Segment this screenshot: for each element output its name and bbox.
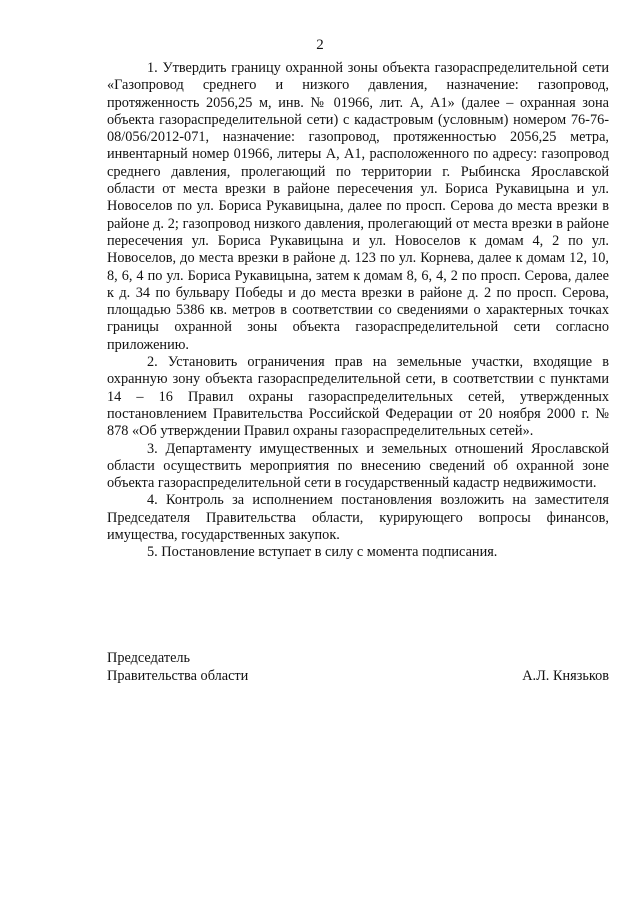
paragraph-5: 5. Постановление вступает в силу с момента подписания.: [147, 544, 498, 561]
paragraph-4: 4. Контроль за исполнением постановления возложить на заместителя Председателя Правительства области, курирующего вопросы финансов, имущества, государственных закупок.: [107, 492, 609, 544]
paragraph-1: 1. Утвердить границу охранной зоны объекта газораспределительной сети «Газопровод среднего и низкого давления, назначение: газопровод, протяженность 2056,25 м, инв. № 01966, лит. А, А1» (далее – охранная зона объекта газораспределительной сети) с кадастровым (условным) номером 76-76-08/056/2012-071, назначение: газопровод, протяженностью 2056,25 метра, инвентарный номер 01966, литеры А, А1, расположенного по адресу: газопровод среднего давления, пролегающий по территории г. Рыбинска Ярославской области от места врезки в районе пересечения ул. Бориса Рукавицына и ул. Новоселов по ул. Бориса Рукавицына, далее по просп. Серова до места врезки в районе д. 2; газопровод низкого давления, пролегающий от места врезки в районе пересечения ул. Бориса Рукавицына и ул. Новоселов к домам 4, 2 по ул. Новоселов, до места врезки в районе д. 123 по ул. Корнева, далее к домам 12, 10, 8, 6, 4 по ул. Бориса Рукавицына, затем к домам 8, 6, 4, 2 по просп. Серова, далее к д. 34 по бульвару Победы и до места врезки в районе д. 2 по просп. Серова, площадью 5386 кв. метров в соответствии со сведениями о характерных точках границы охранной зоны объекта газораспределительной сети согласно приложению.: [107, 60, 609, 353]
signatory-title-line1: Председатель: [107, 650, 191, 666]
paragraph-3: 3. Департаменту имущественных и земельных отношений Ярославской области осуществить мероприятия по внесению сведений об охранной зоне объекта газораспределительной сети в государственный кадастр недвижимости.: [107, 440, 609, 492]
signature-block: [107, 649, 609, 685]
signatory-title-line2: Правительства области: [107, 668, 249, 684]
signature-row: [107, 667, 609, 685]
signatory-name: А.Л. Князьков: [522, 668, 609, 684]
page-number: 2: [316, 37, 324, 53]
document-body: [107, 60, 609, 562]
paragraph-2: 2. Установить ограничения прав на земельные участки, входящие в охранную зону объекта газораспределительной сети, в соответствии с пунктами 14 – 16 Правил охраны газораспределительных сетей, утвержденных постановлением Правительства Российской Федерации от 20 ноября 2000 г. № 878 «Об утверждении Правил охраны газораспределительных сетей».: [107, 354, 609, 440]
